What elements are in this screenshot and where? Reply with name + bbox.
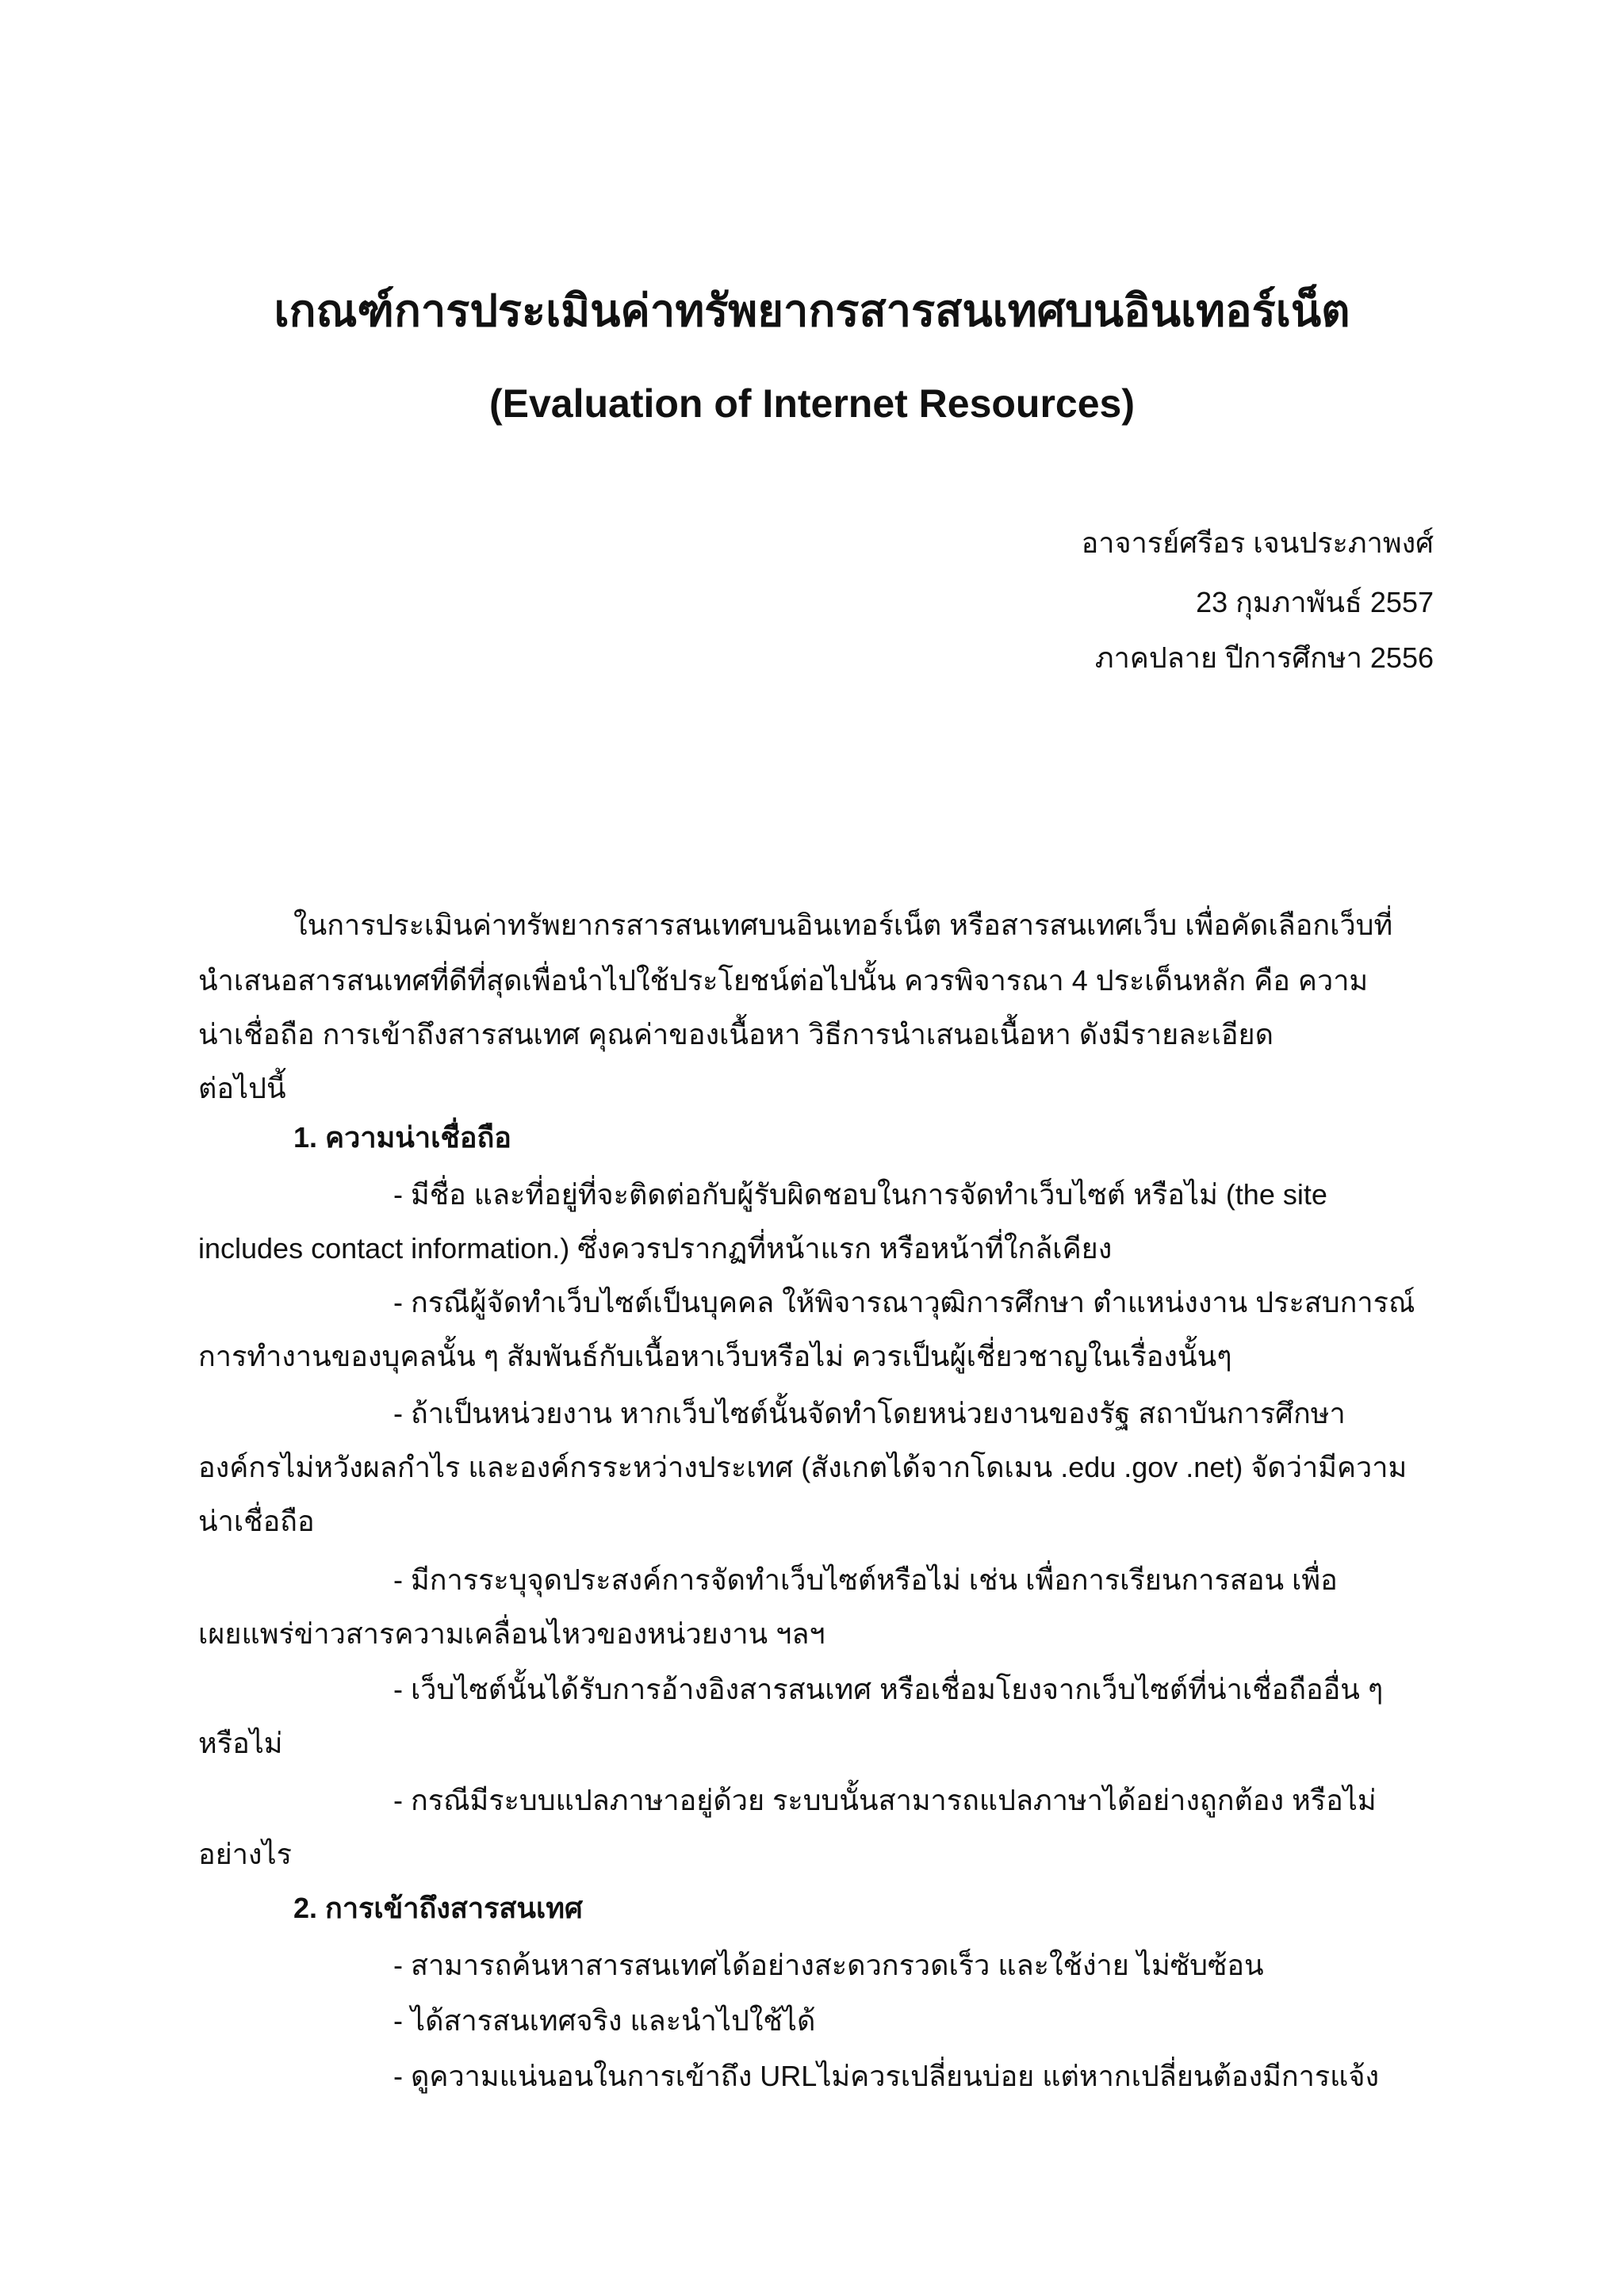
intro-line: ต่อไปนี้ — [198, 1072, 286, 1104]
list-item: - มีการระบุจุดประสงค์การจัดทำเว็บไซต์หรือไม่ เช่น เพื่อการเรียนการสอน เพื่อ — [393, 1563, 1338, 1596]
list-item-continuation: เผยแพร่ข่าวสารความเคลื่อนไหวของหน่วยงาน ฯลฯ — [198, 1617, 825, 1650]
list-item: - ถ้าเป็นหน่วยงาน หากเว็บไซต์นั้นจัดทำโดยหน่วยงานของรัฐ สถาบันการศึกษา — [393, 1397, 1346, 1429]
section-heading: 2. การเข้าถึงสารสนเทศ — [293, 1892, 583, 1924]
list-item-continuation: อย่างไร — [198, 1838, 292, 1870]
section-heading: 1. ความน่าเชื่อถือ — [293, 1121, 511, 1154]
list-item-continuation: องค์กรไม่หวังผลกำไร และองค์กรระหว่างประเทศ (สังเกตได้จากโดเมน .edu .gov .net) จัดว่ามีความ — [198, 1451, 1408, 1483]
date-line: 23 กุมภาพันธ์ 2557 — [1196, 586, 1434, 618]
intro-line: ในการประเมินค่าทรัพยากรสารสนเทศบนอินเทอร์เน็ต หรือสารสนเทศเว็บ เพื่อคัดเลือกเว็บที่ — [293, 909, 1393, 941]
list-item-continuation: includes contact information.) ซึ่งควรปรากฏที่หน้าแรก หรือหน้าที่ใกล้เคียง — [198, 1232, 1113, 1265]
document-title-thai: เกณฑ์การประเมินค่าทรัพยากรสารสนเทศบนอินเทอร์เน็ต — [274, 285, 1350, 335]
list-item: - ได้สารสนเทศจริง และนำไปใช้ได้ — [393, 2004, 816, 2037]
list-item: - มีชื่อ และที่อยู่ที่จะติดต่อกับผู้รับผิดชอบในการจัดทำเว็บไซต์ หรือไม่ (the site — [393, 1178, 1327, 1211]
list-item: - ดูความแน่นอนในการเข้าถึง URLไม่ควรเปลี่ยนบ่อย แต่หากเปลี่ยนต้องมีการแจ้ง — [393, 2060, 1380, 2092]
term-line: ภาคปลาย ปีการศึกษา 2556 — [1094, 641, 1434, 674]
list-item-continuation: หรือไม่ — [198, 1727, 283, 1759]
document-title-english: (Evaluation of Internet Resources) — [488, 381, 1136, 426]
intro-line: นำเสนอสารสนเทศที่ดีที่สุดเพื่อนำไปใช้ประโยชน์ต่อไปนั้น ควรพิจารณา 4 ประเด็นหลัก คือ ความ — [198, 964, 1369, 997]
intro-line: น่าเชื่อถือ การเข้าถึงสารสนเทศ คุณค่าของเนื้อหา วิธีการนำเสนอเนื้อหา ดังมีรายละเอียด — [198, 1018, 1274, 1050]
author-line: อาจารย์ศรีอร เจนประภาพงศ์ — [1081, 526, 1434, 559]
list-item-continuation: น่าเชื่อถือ — [198, 1505, 315, 1537]
list-item: - สามารถค้นหาสารสนเทศได้อย่างสะดวกรวดเร็ว และใช้ง่าย ไม่ซับซ้อน — [393, 1949, 1264, 1981]
list-item: - กรณีมีระบบแปลภาษาอยู่ด้วย ระบบนั้นสามารถแปลภาษาได้อย่างถูกต้อง หรือไม่ — [393, 1784, 1377, 1816]
list-item: - กรณีผู้จัดทำเว็บไซต์เป็นบุคคล ให้พิจารณาวุฒิการศึกษา ตำแหน่งงาน ประสบการณ์ — [393, 1286, 1415, 1318]
list-item-continuation: การทำงานของบุคลนั้น ๆ สัมพันธ์กับเนื้อหาเว็บหรือไม่ ควรเป็นผู้เชี่ยวชาญในเรื่องนั้นๆ — [198, 1340, 1232, 1372]
list-item: - เว็บไซต์นั้นได้รับการอ้างอิงสารสนเทศ หรือเชื่อมโยงจากเว็บไซต์ที่น่าเชื่อถืออื่น ๆ — [393, 1673, 1384, 1705]
